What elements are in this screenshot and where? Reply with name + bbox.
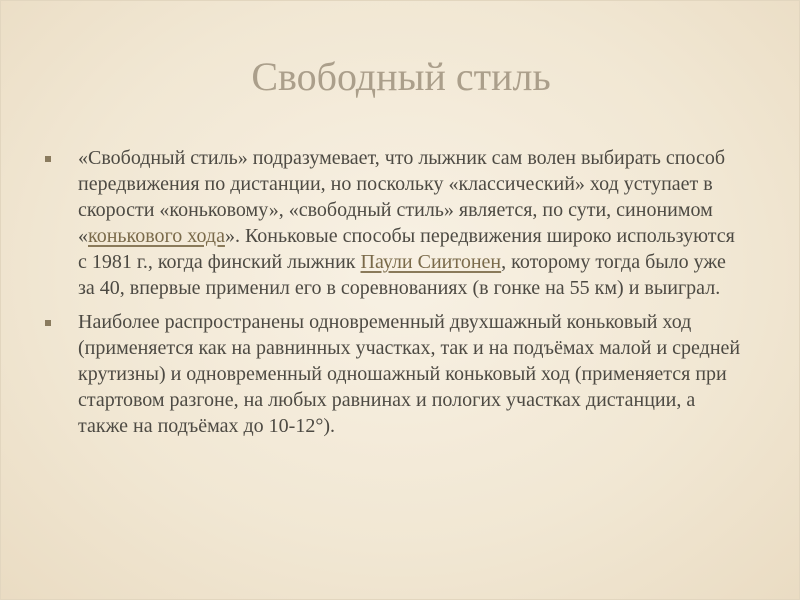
paragraph-text-middle: ». Коньковые способы передвижения широко используются с 1981 г., когда финский лыжник — [78, 225, 735, 273]
bullet-item-common-techniques — [45, 309, 745, 439]
square-bullet-icon — [45, 156, 51, 162]
bullet-item-freestyle-definition — [45, 145, 745, 301]
slide-title: Свободный стиль — [251, 54, 551, 99]
square-bullet-icon — [45, 320, 51, 326]
paragraph-text-end: , которому тогда было уже за 40, впервые применил его в соревнованиях (в гонке на 55 км) и выиграл. — [78, 251, 726, 299]
link-skating-technique[interactable]: конькового хода — [88, 225, 225, 247]
paragraph-text-start: «Свободный стиль» подразумевает, что лыжник сам волен выбирать способ передвижения по дистанции, но поскольку «классический» ход уступает в скорости «коньковому», «свободный стиль» является, по сути, синонимом « — [78, 147, 726, 247]
bullet-list — [45, 145, 745, 447]
link-pauli-siitonen[interactable]: Паули Сиитонен — [360, 251, 502, 273]
paragraph-text: Наиболее распространены одновременный двухшажный коньковый ход (применяется как на равнинных участках, так и на подъёмах малой и средней крутизны) и одновременный одношажный коньковый ход (применяется при стартовом разгоне, на любых равнинах и пологих участках дистанции, а также на подъёмах до 10-12°). — [78, 311, 741, 437]
